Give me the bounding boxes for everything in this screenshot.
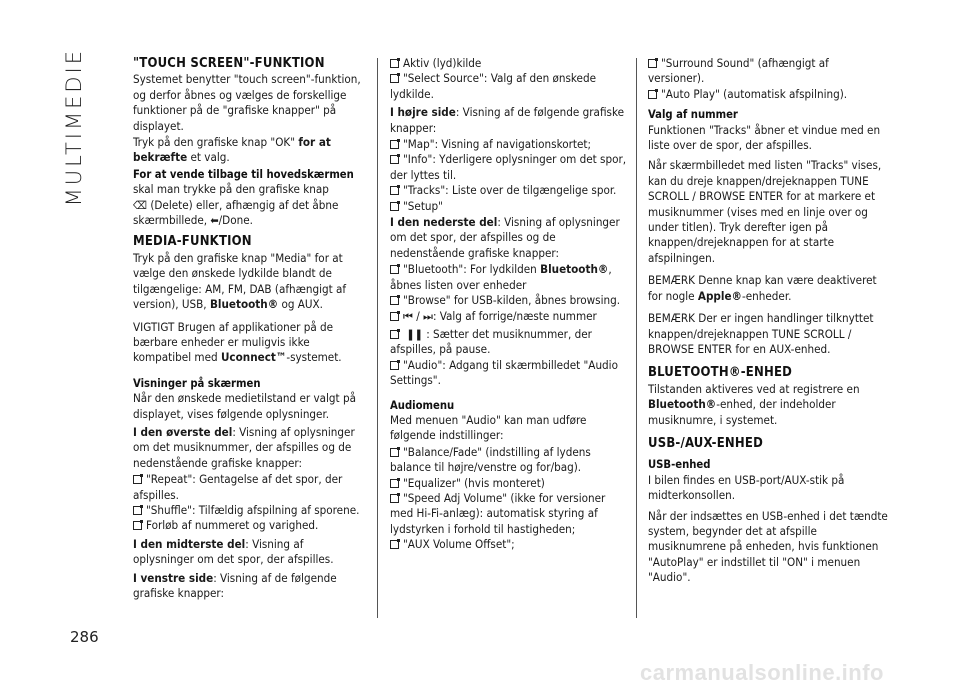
bullet-icon	[390, 265, 399, 274]
paragraph: BEMÆRK Der er ingen handlinger tilknyttet knappen/drejeknappen TUNE SCROLL / BROWSE ENTER for en AUX-enhed.	[648, 311, 874, 356]
column-divider	[377, 58, 378, 618]
bullet-icon	[390, 330, 399, 339]
paragraph: VIGTIGT Brugen af applikationer på de bærbare enheder er muligvis ikke kompatibel med Uconnect™-systemet.	[133, 319, 342, 365]
subheading-display: Visninger på skærmen	[133, 376, 261, 390]
paragraph: Systemet benytter "touch screen"-funktion, og derfor åbnes og vælges de forskellige funktioner på de "grafiske knapper" på displayet.	[133, 72, 361, 133]
bullet-icon	[390, 186, 399, 195]
bullet-icon	[133, 475, 142, 484]
subheading-usb-device: USB-enhed	[648, 458, 711, 472]
bullet-icon	[390, 59, 399, 68]
bullet-icon	[390, 155, 399, 164]
list-item: "Tracks": Liste over de tilgængelige spor.	[390, 183, 630, 198]
column-2	[390, 56, 630, 553]
list-item: "Speed Adj Volume" (ikke for versioner med Hi-Fi-anlæg): automatisk styring af lydstyrken i forhold til hastigheden;	[390, 490, 606, 536]
bullet-icon	[390, 74, 399, 83]
list-item: "Repeat": Gentagelse af det spor, der afspilles.	[133, 472, 343, 502]
bullet-icon	[390, 312, 399, 321]
bullet-icon	[390, 540, 399, 549]
list-item: "Map": Visning af navigationskortet;	[390, 137, 630, 152]
column-3	[648, 56, 888, 587]
heading-media: MEDIA-FUNKTION	[133, 234, 252, 250]
list-item: "Surround Sound" (afhængigt af versioner).	[648, 56, 829, 86]
list-item: Aktiv (lyd)kilde	[390, 56, 630, 71]
bullet-icon	[390, 140, 399, 149]
list-item: "Info": Yderligere oplysninger om det spor, der lyttes til.	[390, 152, 627, 182]
subheading-audiomenu: Audiomenu	[390, 398, 455, 412]
paragraph: Funktionen "Tracks" åbner et vindue med en liste over de spor, der afspilles.	[648, 122, 881, 153]
heading-touch-screen: "TOUCH SCREEN"-FUNKTION	[133, 56, 325, 71]
paragraph: Når skærmbilledet med listen "Tracks" vises, kan du dreje knappen/drejeknappen TUNE SCROLL / BROWSE ENTER for at markere et musiknummer (vises med en linje over og under titlen). Tryk derefter igen på knappen/drejeknappen for at starte afspilningen.	[648, 158, 882, 265]
paragraph: Tilstanden aktiveres ved at registrere en Bluetooth®-enhed, der indeholder musiknumre, i systemet.	[648, 381, 860, 427]
paragraph: skal man trykke på den grafiske knap ⌫ (Delete) eller, afhængig af det åbne skærmbillede, ⬅/Done.	[133, 182, 339, 228]
list-item: "Balance/Fade" (indstilling af lydens balance til højre/venstre og for/bag).	[390, 444, 591, 475]
subheading-track-choice: Valg af nummer	[648, 108, 738, 122]
list-item: "AUX Volume Offset";	[390, 537, 630, 552]
paragraph: BEMÆRK Denne knap kan være deaktiveret for nogle Apple®-enheder.	[648, 273, 877, 303]
column-divider	[636, 58, 637, 618]
paragraph: I venstre side: Visning af de følgende grafiske knapper:	[133, 570, 337, 600]
previous-track-icon: ⏮	[403, 309, 413, 323]
bullet-icon	[390, 296, 399, 305]
list-item: "Equalizer" (hvis monteret)	[390, 476, 630, 491]
list-item: "Shuffle": Tilfældig afspilning af sporene.	[133, 503, 365, 518]
column-1	[133, 56, 365, 602]
subheading-back: For at vende tilbage til hovedskærmen	[133, 167, 354, 181]
paragraph: I højre side: Visning af de følgende grafiske knapper:	[390, 105, 624, 135]
paragraph: I den midterste del: Visning af oplysninger om det spor, der afspilles.	[133, 536, 334, 567]
list-item: Forløb af nummeret og varighed.	[133, 518, 365, 533]
list-item: "Setup"	[390, 199, 630, 214]
paragraph: Tryk på den grafiske knap "Media" for at vælge den ønskede lydkilde blandt de tilgængelige: AM, FM, DAB (afhængigt af version), USB, Bluetooth® og AUX.	[133, 250, 347, 312]
bullet-icon	[390, 202, 399, 211]
heading-bluetooth: BLUETOOTH®-ENHED	[648, 365, 793, 381]
bullet-icon	[133, 521, 142, 530]
list-item: ⏮ / ⏭: Valg af forrige/næste nummer	[390, 309, 630, 324]
list-item: ❚❚ : Sætter det musiknummer, der afspilles, på pause.	[390, 326, 592, 357]
paragraph: Med menuen "Audio" kan man udføre følgende indstillinger:	[390, 412, 587, 443]
section-tab: MULTIMEDIE	[62, 48, 86, 207]
bullet-icon	[390, 494, 399, 503]
bullet-icon	[390, 448, 399, 457]
watermark: carmanualsonline.info	[640, 660, 884, 683]
delete-icon: ⌫	[133, 198, 147, 212]
bullet-icon	[133, 506, 142, 515]
bullet-icon	[648, 90, 657, 99]
list-item: "Auto Play" (automatisk afspilning).	[648, 87, 888, 102]
pause-icon: ❚❚	[406, 327, 423, 341]
paragraph: Tryk på den grafiske knap "OK" for at bekræfte et valg.	[133, 135, 331, 165]
bullet-icon	[390, 479, 399, 488]
paragraph: Når den ønskede medietilstand er valgt på displayet, vises følgende oplysninger.	[133, 391, 356, 421]
list-item: "Audio": Adgang til skærmbilledet "Audio Settings".	[390, 357, 618, 388]
list-item: "Select Source": Valg af den ønskede lydkilde.	[390, 71, 597, 101]
paragraph: I bilen findes en USB-port/AUX-stik på midterkonsollen.	[648, 472, 845, 503]
next-track-icon: ⏭	[423, 309, 433, 323]
heading-usb-aux: USB-/AUX-ENHED	[648, 435, 763, 451]
bullet-icon	[648, 59, 657, 68]
page-number: 286	[70, 628, 99, 646]
paragraph: I den øverste del: Visning af oplysninger om det musiknummer, der afspilles og de nedenstående grafiske knapper:	[133, 424, 355, 470]
back-arrow-icon: ⬅	[210, 214, 219, 228]
list-item: "Browse" for USB-kilden, åbnes browsing.	[390, 293, 630, 308]
list-item: "Bluetooth": For lydkilden Bluetooth®, åbnes listen over enheder	[390, 262, 612, 292]
paragraph: I den nederste del: Visning af oplysninger om det spor, der afspilles og de nedenstående grafiske knapper:	[390, 215, 620, 260]
bullet-icon	[390, 361, 399, 370]
paragraph: Når der indsættes en USB-enhed i det tændte system, begynder det at afspille musiknumrene på enheden, hvis funktionen "AutoPlay" er indstillet til "ON" i menuen "Audio".	[648, 508, 888, 585]
